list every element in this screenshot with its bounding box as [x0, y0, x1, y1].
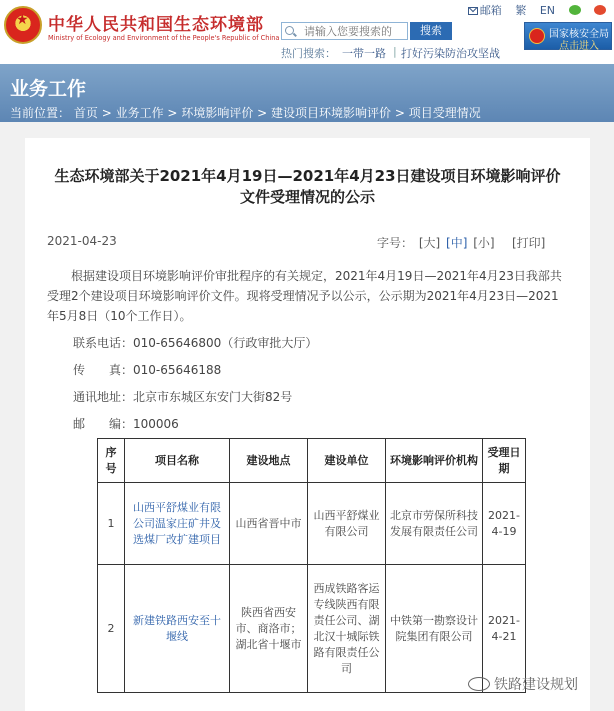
project-link[interactable]: 新建铁路西安至十堰线 — [125, 565, 230, 693]
breadcrumb-separator: > — [101, 106, 112, 120]
wechat-link[interactable] — [569, 4, 581, 17]
table-cell: 2021-4-19 — [483, 483, 526, 565]
table-header: 建设单位 — [308, 439, 386, 483]
table-row — [98, 483, 526, 565]
nuclear-safety-logo-icon — [529, 28, 545, 44]
hot-search-label: 热门搜索： — [281, 47, 336, 60]
breadcrumb-item-business[interactable]: 业务工作 — [115, 106, 164, 120]
hot-search-separator: | — [393, 45, 397, 58]
mail-link[interactable]: 邮箱 — [468, 2, 502, 18]
table-cell: 2 — [98, 565, 125, 693]
watermark-text: 铁路建设规划 — [494, 677, 578, 693]
breadcrumb — [10, 104, 481, 121]
article-title — [25, 166, 590, 208]
wechat-icon — [569, 5, 581, 15]
print-link[interactable]: [打印] — [512, 236, 546, 250]
table-header: 序号 — [98, 439, 125, 483]
contact-fax: 传 真：010-65646188 — [73, 363, 222, 377]
table-header: 项目名称 — [125, 439, 230, 483]
table-header: 受理日期 — [483, 439, 526, 483]
table-header: 建设地点 — [230, 439, 308, 483]
section-title: 业务工作 — [10, 78, 87, 100]
section-banner — [0, 64, 614, 122]
article-paragraph: 根据建设项目环境影响评价审批程序的有关规定，2021年4月19日—2021年4月23日我部共受理2个建设项目环境影响评价文件。现将受理情况予以公示，公示期为2021年4月23日—2021年5月8日（10个工作日）。 — [47, 269, 562, 323]
project-table — [97, 438, 526, 693]
breadcrumb-item-acceptance[interactable]: 项目受理情况 — [408, 106, 481, 120]
watermark — [468, 674, 578, 694]
english-link[interactable]: EN — [539, 4, 555, 17]
nuclear-safety-name: 国家核安全局 — [549, 29, 609, 40]
contact-address: 通讯地址：北京市东城区东安门大街82号 — [73, 390, 293, 404]
site-header — [0, 0, 614, 64]
table-cell: 北京市劳保所科技发展有限责任公司 — [386, 483, 483, 565]
weibo-link[interactable] — [594, 4, 606, 17]
table-cell: 陕西省西安市、商洛市；湖北省十堰市 — [230, 565, 308, 693]
table-cell: 2021-4-21 — [483, 565, 526, 693]
nuclear-safety-enter: 点击进入 — [559, 41, 599, 52]
article-title-line: 生态环境部关于2021年4月19日—2021年4月23日建设项目环境影响评价 — [54, 167, 561, 185]
breadcrumb-prefix: 当前位置： — [10, 106, 71, 120]
table-cell: 1 — [98, 483, 125, 565]
search-input[interactable] — [304, 24, 404, 38]
mail-icon — [468, 7, 478, 15]
top-links — [458, 2, 606, 18]
contact-phone: 联系电话：010-65646800（行政审批大厅） — [73, 336, 318, 350]
table-header-row — [98, 439, 526, 483]
font-size-label: 字号： — [377, 236, 414, 250]
font-size-medium[interactable]: [中] — [446, 236, 468, 250]
font-size-large[interactable]: [大] — [418, 236, 441, 250]
breadcrumb-separator: > — [167, 106, 178, 120]
hot-search-link[interactable]: 一带一路 — [342, 47, 386, 60]
search-button[interactable]: 搜索 — [410, 22, 452, 40]
table-cell: 山西省晋中市 — [230, 483, 308, 565]
breadcrumb-separator: > — [394, 106, 405, 120]
project-link[interactable]: 山西平舒煤业有限公司温家庄矿井及选煤厂改扩建项目 — [125, 483, 230, 565]
site-title[interactable]: 中华人民共和国生态环境部 — [48, 15, 264, 35]
breadcrumb-item-project-eia[interactable]: 建设项目环境影响评价 — [271, 106, 392, 120]
table-cell: 山西平舒煤业有限公司 — [308, 483, 386, 565]
article-title-line: 文件受理情况的公示 — [239, 188, 375, 206]
nuclear-safety-banner[interactable] — [524, 22, 612, 50]
table-header: 环境影响评价机构 — [386, 439, 483, 483]
publish-date: 2021-04-23 — [47, 234, 117, 248]
hot-search-link[interactable]: 打好污染防治攻坚战 — [401, 47, 500, 60]
breadcrumb-item-home[interactable]: 首页 — [73, 106, 98, 120]
search-icon — [285, 26, 294, 35]
table-cell: 西成铁路客运专线陕西有限责任公司、湖北汉十城际铁路有限责任公司 — [308, 565, 386, 693]
table-row — [98, 565, 526, 693]
font-size-small[interactable]: [小] — [473, 236, 495, 250]
table-cell: 中铁第一勘察设计院集团有限公司 — [386, 565, 483, 693]
traditional-chinese-link[interactable]: 繁 — [515, 4, 527, 17]
breadcrumb-separator: > — [257, 106, 268, 120]
wechat-watermark-icon — [468, 677, 490, 691]
site-subtitle: Ministry of Ecology and Environment of the People's Republic of China — [48, 34, 280, 42]
search-box — [281, 22, 408, 40]
contact-postcode: 邮 编：100006 — [73, 417, 179, 431]
breadcrumb-item-eia[interactable]: 环境影响评价 — [181, 106, 254, 120]
weibo-icon — [594, 5, 606, 15]
national-emblem-icon — [4, 6, 42, 44]
article-card — [25, 138, 590, 711]
font-size-control — [377, 234, 495, 251]
